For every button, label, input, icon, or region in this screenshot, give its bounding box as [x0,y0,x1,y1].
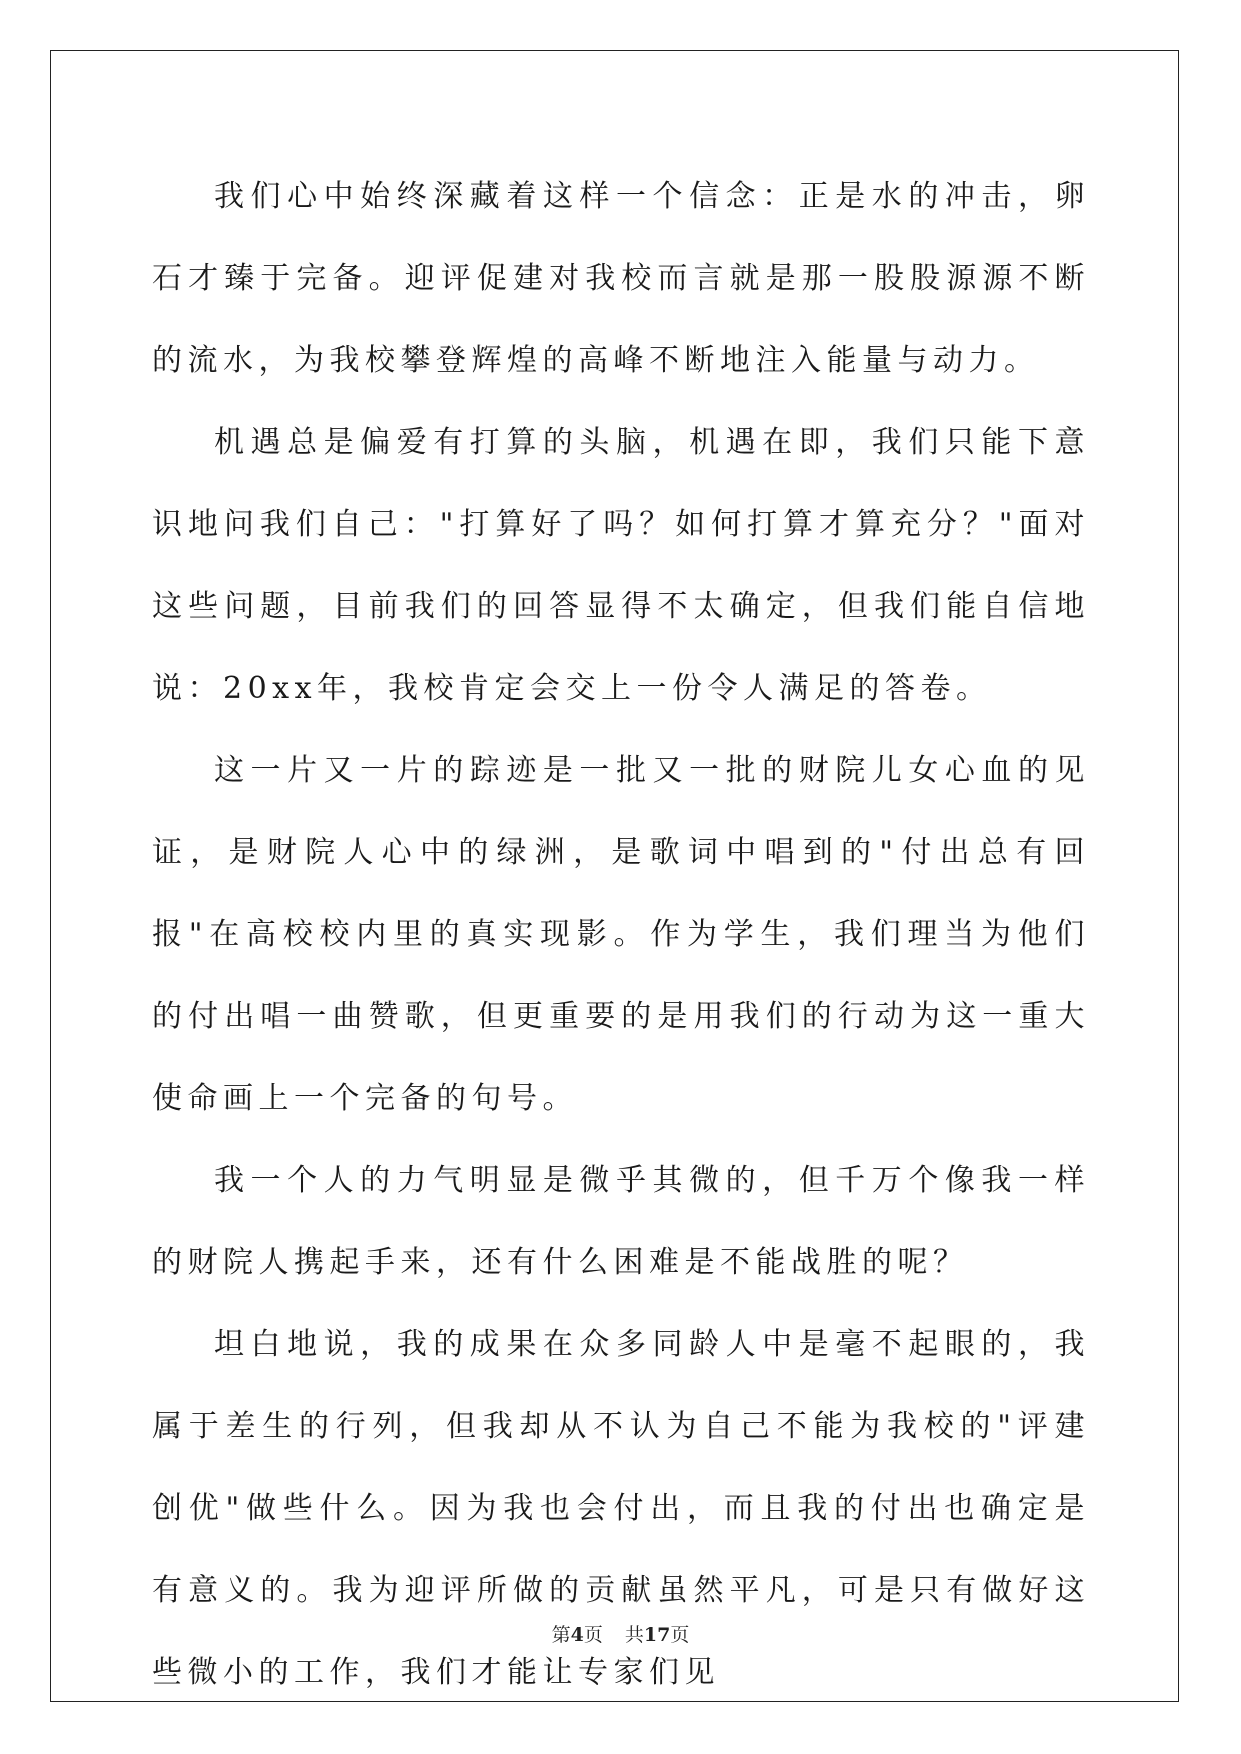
total-suffix: 页 [670,1624,690,1646]
total-pages: 17 [643,1624,671,1646]
total-prefix: 共 [624,1624,644,1646]
paragraph-1: 我们心中始终深藏着这样一个信念：正是水的冲击，卵石才臻于完备。迎评促建对我校而言就是那一股股源源不断的流水，为我校攀登辉煌的高峰不断地注入能量与动力。 [152,179,1090,378]
page-suffix: 页 [583,1624,603,1646]
page-number: 4 [570,1624,584,1646]
page-prefix: 第 [551,1624,571,1646]
page-footer [0,1620,1241,1647]
paragraph-5: 坦白地说，我的成果在众多同龄人中是毫不起眼的，我属于差生的行列，但我却从不认为自己不能为我校的"评建创优"做些什么。因为我也会付出，而且我的付出也确定是有意义的。我为迎评所做的贡献虽然平凡，可是只有做好这些微小的工作，我们才能让专家们见 [152,1327,1090,1690]
paragraph-2: 机遇总是偏爱有打算的头脑，机遇在即，我们只能下意识地问我们自己："打算好了吗？如何打算才算充分？"面对这些问题，目前我们的回答显得不太确定，但我们能自信地说：20xx年，我校肯定会交上一份令人满足的答卷。 [152,425,1090,706]
paragraph-4: 我一个人的力气明显是微乎其微的，但千万个像我一样的财院人携起手来，还有什么困难是不能战胜的呢？ [152,1163,1090,1280]
document-body [152,156,1090,1714]
paragraph-3: 这一片又一片的踪迹是一批又一批的财院儿女心血的见证，是财院人心中的绿洲，是歌词中唱到的"付出总有回报"在高校校内里的真实现影。作为学生，我们理当为他们的付出唱一曲赞歌，但更重要的是用我们的行动为这一重大使命画上一个完备的句号。 [152,753,1090,1116]
